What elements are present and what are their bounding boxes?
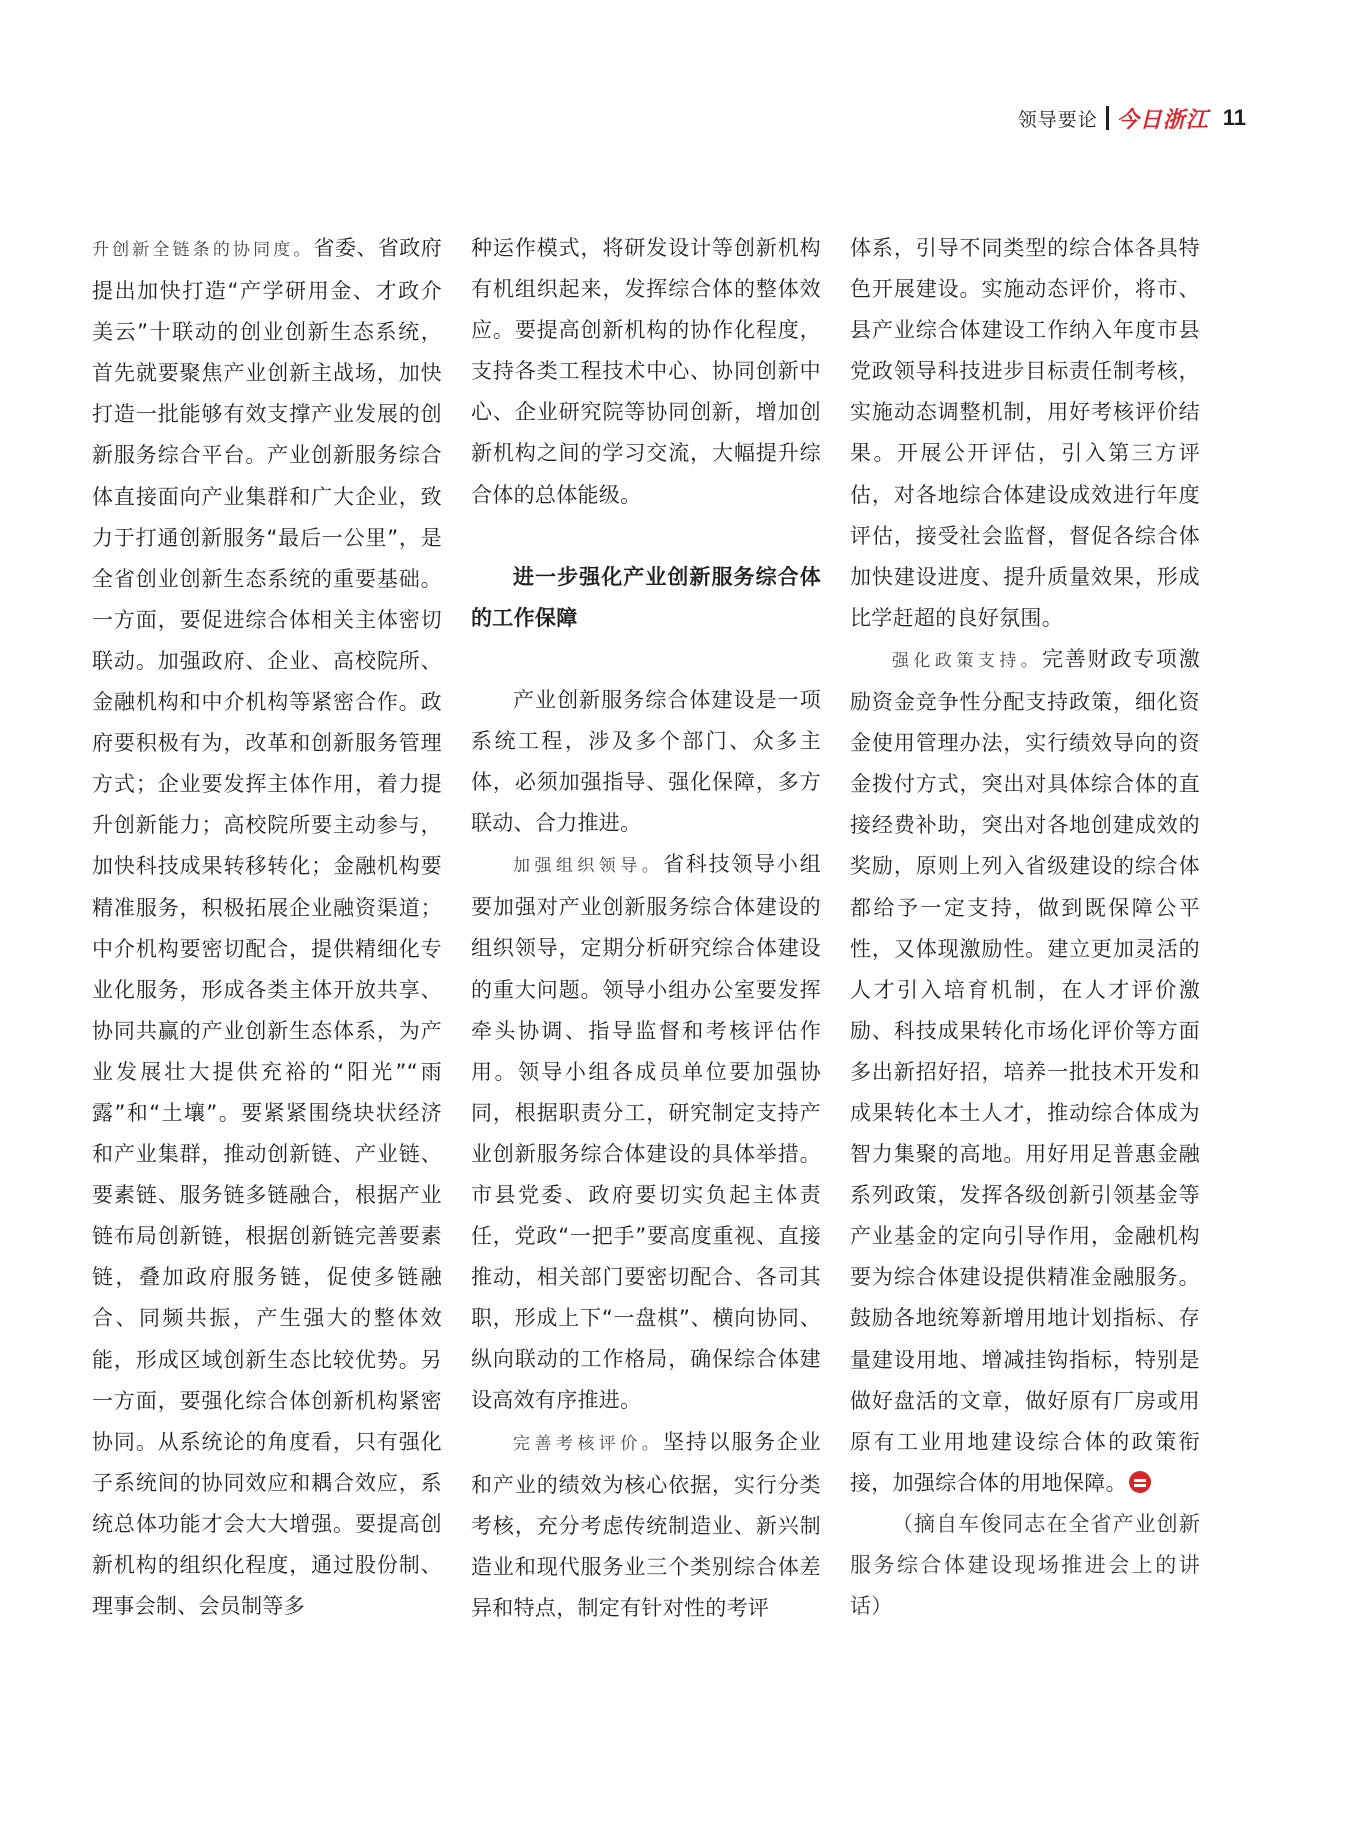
running-header <box>1018 104 1246 132</box>
paragraph: 产业创新服务综合体建设是一项系统工程，涉及多个部门、众多主体，必须加强指导、强化保障，多方联动、合力推进。 <box>471 687 821 836</box>
paragraph-text: 完善财政专项激励资金竞争性分配支持政策，细化资金使用管理办法，实行绩效导向的资金拨付方式，突出对具体综合体的直接经费补助，突出对各地创建成效的奖励，原则上列入省级建设的综合体都给予一定支持，做到既保障公平性，又体现激励性。建立更加灵活的人才引入培育机制，在人才评价激励、科技成果转化市场化评价等方面多出新招好招，培养一批技术开发和成果转化本土人才，推动综合体成为智力集聚的高地。用好用足普惠金融系列政策，发挥各级创新引领基金等产业基金的定向引导作用，金融机构要为综合体建设提供精准金融服务。鼓励各地统筹新增用地计划指标、存量建设用地、增减挂钩指标，特别是做好盘活的文章，做好原有厂房或用原有工业用地建设综合体的政策衔接，加强综合体的用地保障。 <box>850 646 1200 1495</box>
keyword-lead: 升创新全链条的协同度。 <box>92 240 314 260</box>
end-mark-icon <box>1129 1471 1151 1493</box>
header-divider <box>1106 106 1109 130</box>
column-1 <box>92 228 442 1627</box>
paragraph <box>471 1422 821 1629</box>
paragraph <box>471 844 821 1421</box>
section-heading: 进一步强化产业创新服务综合体的工作保障 <box>471 564 821 630</box>
paragraph: 体系，引导不同类型的综合体各具特色开展建设。实施动态评价，将市、县产业综合体建设工作纳入年度市县党政领导科技进步目标责任制考核，实施动态调整机制，用好考核评价结果。开展公开评估，引入第三方评估，对各地综合体建设成效进行年度评估，接受社会监督，督促各综合体加快建设进度、提升质量效果，形成比学赶超的良好氛围。 <box>850 236 1200 630</box>
column-3 <box>850 228 1200 1627</box>
magazine-logo: 今日浙江 <box>1116 106 1209 133</box>
keyword-lead: 加强组织领导。 <box>513 856 664 877</box>
keyword-lead: 完善考核评价。 <box>513 1433 664 1454</box>
paragraph-text: 省委、省政府提出加快打造“产学研用金、才政介美云”十联动的创业创新生态系统，首先就要聚焦产业创新主战场，加快打造一批能够有效支撑产业发展的创新服务综合平台。产业创新服务综合体直接面向产业集群和广大企业，致力于打通创新服务“最后一公里”，是全省创业创新生态系统的重要基础。一方面，要促进综合体相关主体密切联动。加强政府、企业、高校院所、金融机构和中介机构等紧密合作。政府要积极有为，改革和创新服务管理方式；企业要发挥主体作用，着力提升创新能力；高校院所要主动参与，加快科技成果转移转化；金融机构要精准服务，积极拓展企业融资渠道；中介机构要密切配合，提供精细化专业化服务，形成各类主体开放共享、协同共赢的产业创新生态体系，为产业发展壮大提供充裕的“阳光”“雨露”和“土壤”。要紧紧围绕块状经济和产业集群，推动创新链、产业链、要素链、服务链多链融合，根据产业链布局创新链，根据创新链完善要素链，叠加政府服务链，促使多链融合、同频共振，产生强大的整体效能，形成区域创新生态比较优势。另一方面，要强化综合体创新机构紧密协同。从系统论的角度看，只有强化子系统间的协同效应和耦合效应，系统总体功能才会大大增强。要提高创新机构的组织化程度，通过股份制、理事会制、会员制等多 <box>92 236 442 1619</box>
paragraph <box>850 639 1200 1504</box>
paragraph: 种运作模式，将研发设计等创新机构有机组织起来，发挥综合体的整体效应。要提高创新机构的协作化程度，支持各类工程技术中心、协同创新中心、企业研究院等协同创新，增加创新机构之间的学习交流，大幅提升综合体的总体能级。 <box>471 236 821 507</box>
paragraph-text: 坚持以服务企业和产业的绩效为核心依据，实行分类考核，充分考虑传统制造业、新兴制造业和现代服务业三个类别综合体差异和特点，制定有针对性的考评 <box>471 1429 821 1620</box>
column-2 <box>471 228 821 1629</box>
section-title: 领导要论 <box>1017 108 1098 131</box>
paragraph <box>92 228 442 1627</box>
keyword-lead: 强化政策支持。 <box>892 650 1043 671</box>
paragraph-text: 省科技领导小组要加强对产业创新服务综合体建设的组织领导，定期分析研究综合体建设的重大问题。领导小组办公室要发挥牵头协调、指导监督和考核评估作用。领导小组各成员单位要加强协同，根据职责分工，研究制定支持产业创新服务综合体建设的具体举措。市县党委、政府要切实负起主体责任，党政“一把手”要高度重视、直接推动，相关部门要密切配合、各司其职，形成上下“一盘棋”、横向协同、纵向联动的工作格局，确保综合体建设高效有序推进。 <box>471 852 821 1413</box>
source-note: （摘自车俊同志在全省产业创新服务综合体建设现场推进会上的讲话） <box>850 1511 1200 1619</box>
page-number: 11 <box>1222 105 1246 130</box>
